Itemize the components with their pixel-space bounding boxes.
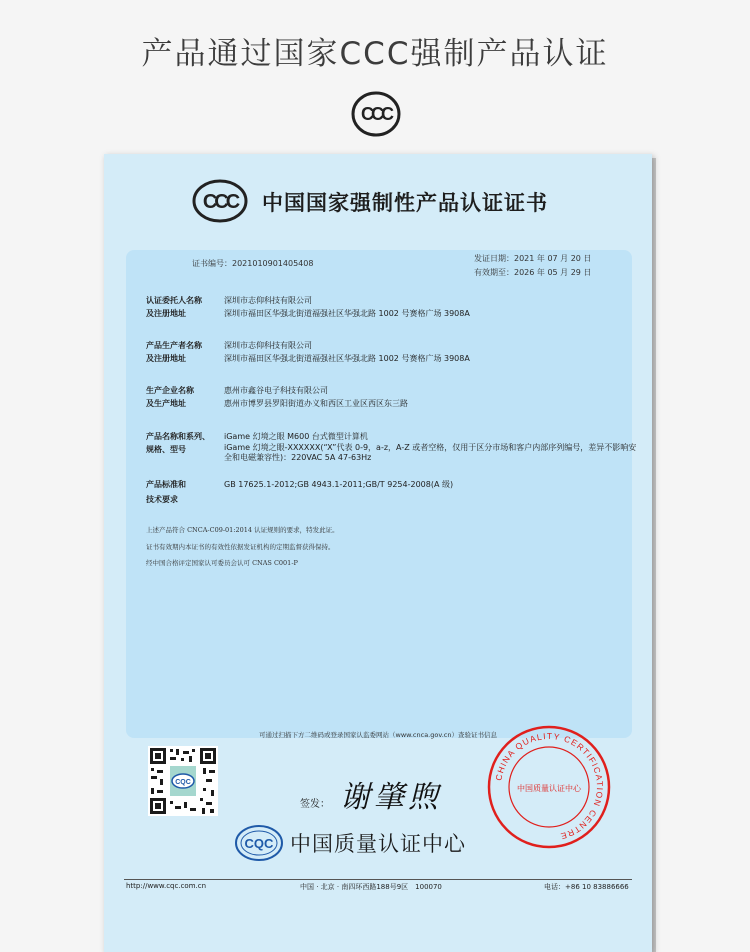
footer-address: 中国 · 北京 · 南四环西路188号9区 100070 [300,883,442,891]
footer-phone: 电话：+86 10 83886666 [544,883,629,891]
certificate [104,154,652,952]
page-title: 产品通过国家CCC强制产品认证 [141,36,609,72]
stamp-ring-text: CHINA QUALITY CERTIFICATION CENTRE [493,730,606,842]
stamp-center-text: 中国质量认证中心 [517,784,581,793]
cert-ccc-logo-icon [192,179,248,223]
manufacturer-address: 深圳市福田区华强北街道福强社区华强北路 1002 号赛格广场 3908A [224,354,470,363]
model-label: 规格、型号 [146,445,186,454]
applicant-field [146,294,644,320]
manufacturer-field [146,339,644,365]
cqc-logo-text: CQC [244,836,274,851]
standard-label: 产品标准和 [146,480,186,489]
ccc-logo-icon [351,91,401,137]
product-model: iGame 幻境之眼-XXXXXX(“X”代表 0-9，a-z，A-Z 或者空格，仅用于区分市场和客户内部序列编号，差异不影响安全和电磁兼容性)：220VAC 5A 47-63Hz [224,443,637,462]
technical-requirement-label: 技术要求 [146,495,178,504]
applicant-label: 认证委托人名称 [146,296,202,305]
note-rule: 上述产品符合 CNCA-C09-01:2014 认证规则的要求，特发此证。 [146,526,339,534]
cert-number-label: 证书编号： [192,259,232,268]
factory-address: 惠州市博罗县罗阳街道办义和西区工业区西区东三路 [224,399,408,408]
manufacturer-label: 产品生产者名称 [146,341,202,350]
expiry-date-label: 有效期至： [474,268,514,277]
product-field [146,430,644,463]
qr-logo-text: CQC [175,779,191,786]
cert-ccc-logo-text: CCC [202,191,238,213]
standard-field [146,478,644,506]
applicant-name: 深圳市志仰科技有限公司 [224,296,312,305]
footer-website[interactable]: http://www.cqc.com.cn [126,882,207,890]
expiry-date [474,267,591,278]
applicant-address-label: 及注册地址 [146,309,186,318]
certificate-title: 中国国家强制性产品认证证书 [262,191,548,215]
expiry-date-value: 2026 年 05 月 29 日 [514,268,592,277]
note-validity: 证书有效期内本证书的有效性依据发证机构的定期监督获得保持。 [146,543,335,551]
manufacturer-address-label: 及注册地址 [146,354,186,363]
note-accreditation: 经中国合格评定国家认可委员会认可 CNAS C001-P [146,559,298,567]
org-name: 中国质量认证中心 [290,832,466,856]
cert-number [192,258,313,269]
qr-code[interactable] [148,746,218,816]
official-stamp [486,724,612,850]
applicant-address: 深圳市福田区华强北街道福强社区华强北路 1002 号赛格广场 3908A [224,309,470,318]
sign-label: 签发： [300,799,330,810]
cqc-logo-icon [234,824,284,862]
factory-label: 生产企业名称 [146,386,194,395]
issue-date-value: 2021 年 07 月 20 日 [514,254,592,263]
standard-value: GB 17625.1-2012;GB 4943.1-2011;GB/T 9254-2008(A 级) [224,480,454,489]
footer-divider [124,879,632,880]
product-name: iGame 幻境之眼 M600 台式微型计算机 [224,432,368,441]
factory-name: 惠州市鑫谷电子科技有限公司 [224,386,328,395]
factory-address-label: 及生产地址 [146,399,186,408]
cert-number-value: 2021010901405408 [232,259,314,268]
manufacturer-name: 深圳市志仰科技有限公司 [224,341,312,350]
issue-date-label: 发证日期： [474,254,514,263]
factory-field [146,384,644,410]
verify-note: 可通过扫描下方二维码或登录国家认监委网站（www.cnca.gov.cn）查验证书信息 [259,731,497,739]
product-label: 产品名称和系列、 [146,432,210,441]
technical-requirement-value [224,493,644,506]
issue-date [474,253,591,264]
signature: 谢肇煦 [340,780,442,815]
ccc-logo-text: CCC [361,104,391,124]
